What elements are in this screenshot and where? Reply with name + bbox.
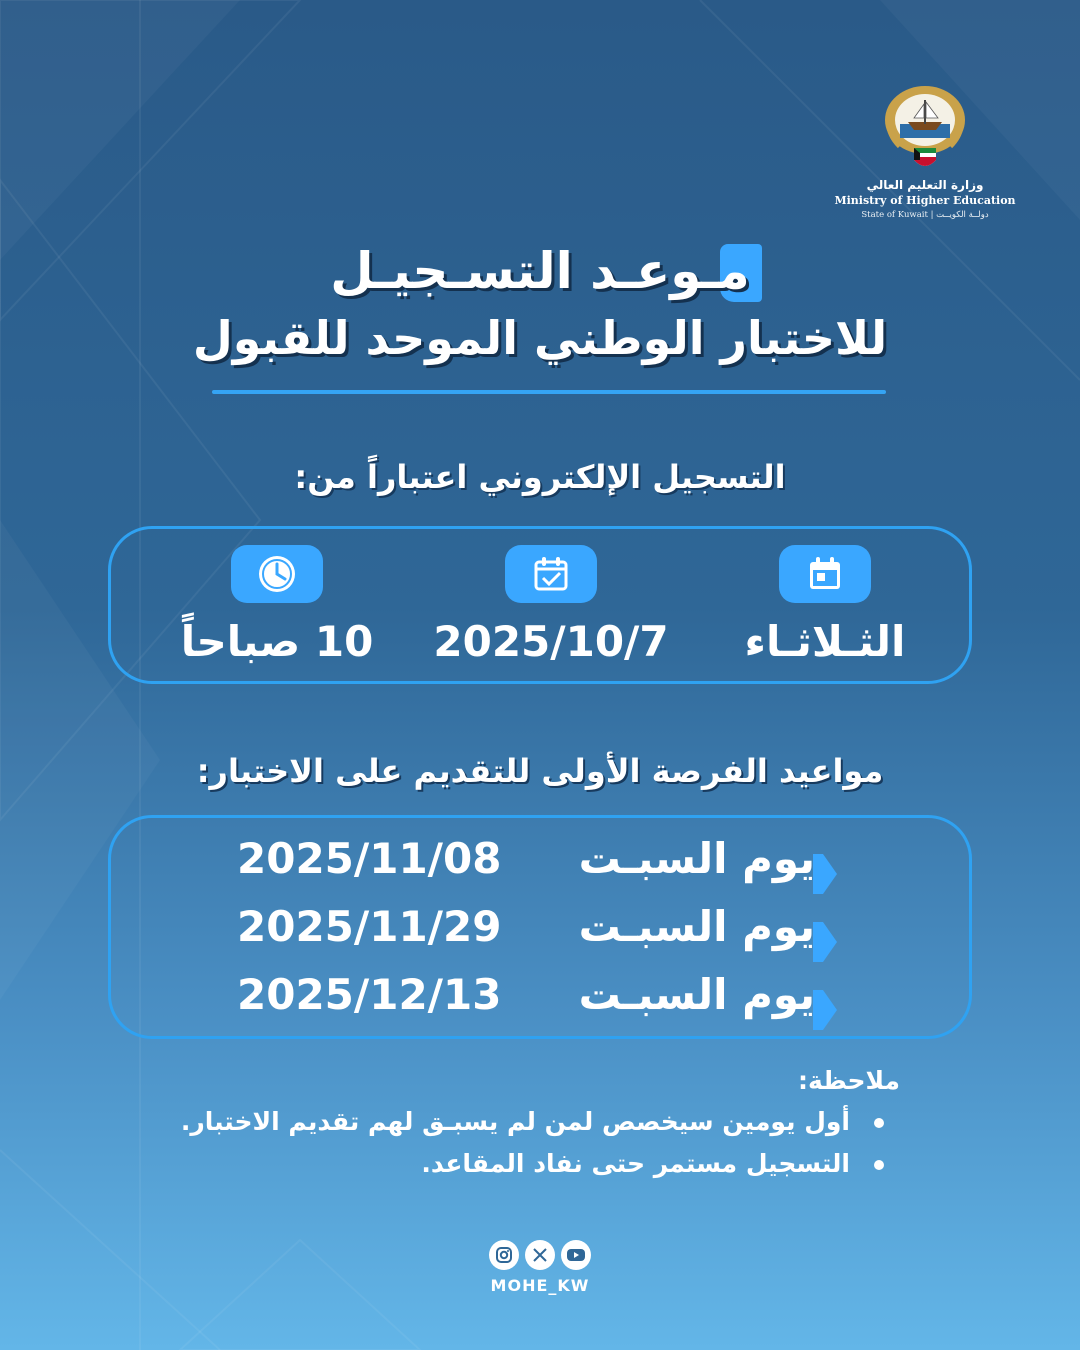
exam-day: يوم السبـت — [578, 970, 815, 1019]
registration-day-cell — [735, 545, 915, 666]
registration-heading: التسجيل الإلكتروني اعتباراً من: — [294, 458, 786, 496]
title-line-1-text: مـوعـد التسـجيـل — [330, 242, 750, 300]
ministry-logo — [830, 80, 1020, 220]
ministry-name-ar: وزارة التعليم العالي — [866, 178, 984, 192]
note-list — [181, 1101, 900, 1185]
calendar-check-icon — [505, 545, 597, 603]
exam-day: يوم السبـت — [578, 902, 815, 951]
ministry-name-en: Ministry of Higher Education — [834, 194, 1016, 207]
exam-row — [111, 970, 975, 1030]
registration-time: 10 صباحاً — [180, 617, 374, 666]
exam-row — [111, 834, 975, 894]
note-item: التسجيل مستمر حتى نفاد المقاعد. — [181, 1143, 900, 1185]
instagram-icon[interactable] — [489, 1240, 519, 1270]
exam-date: 2025/11/08 — [237, 834, 502, 883]
registration-day: الثـلاثـاء — [744, 617, 906, 666]
social-handle[interactable]: MOHE_KW — [490, 1276, 590, 1295]
registration-box — [108, 526, 972, 684]
exams-heading: مواعيد الفرصة الأولى للتقديم على الاختبار: — [196, 752, 884, 790]
exam-row — [111, 902, 975, 962]
exam-date: 2025/11/29 — [237, 902, 502, 951]
exams-box — [108, 815, 972, 1039]
youtube-icon[interactable] — [561, 1240, 591, 1270]
registration-date-cell — [431, 545, 671, 666]
chevron-right-icon — [813, 854, 837, 894]
title-divider — [212, 390, 886, 394]
clock-icon — [231, 545, 323, 603]
exam-day: يوم السبـت — [578, 834, 815, 883]
exam-date: 2025/12/13 — [237, 970, 502, 1019]
chevron-right-icon — [813, 990, 837, 1030]
calendar-icon — [779, 545, 871, 603]
chevron-right-icon — [813, 922, 837, 962]
x-icon[interactable] — [525, 1240, 555, 1270]
note-item: أول يومين سيخصص لمن لم يسبـق لهم تقديم الاختبار. — [181, 1101, 900, 1143]
page-title — [150, 240, 930, 370]
title-line-1 — [330, 240, 749, 302]
kuwait-emblem-icon — [880, 80, 970, 172]
title-line-2: للاختبار الوطني الموحد للقبول — [192, 311, 888, 365]
state-line: State of Kuwait | دولــة الكويــت — [861, 210, 989, 220]
note-title: ملاحظة: — [798, 1066, 900, 1095]
note-section — [181, 1066, 900, 1185]
registration-time-cell — [177, 545, 377, 666]
social-footer — [0, 1240, 1080, 1295]
registration-date: 2025/10/7 — [433, 617, 669, 666]
